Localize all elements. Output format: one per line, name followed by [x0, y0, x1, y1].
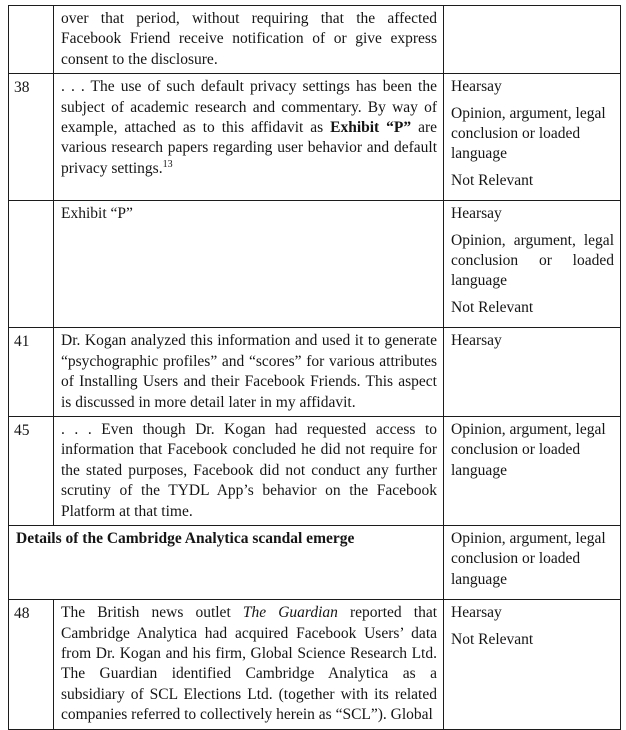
objection-list: Hearsay: [451, 332, 502, 350]
statement-cell: [54, 74, 444, 201]
objections-cell: [444, 525, 621, 599]
table-row-continuation: [9, 6, 621, 74]
paragraph-number-cell: [9, 201, 54, 328]
statement-cell: [54, 328, 444, 417]
table-row-45: [9, 416, 621, 525]
objections-cell: [444, 74, 621, 201]
objections-cell: [444, 201, 621, 328]
statement-cell: [54, 201, 444, 328]
affidavit-objections-table: [8, 5, 621, 730]
objections-cell: [444, 6, 621, 74]
paragraph-number: 48: [14, 605, 30, 623]
objections-cell: [444, 328, 621, 417]
statement-cell: [54, 416, 444, 525]
section-heading: Details of the Cambridge Analytica scandal emerge: [16, 529, 355, 547]
objections-cell: [444, 416, 621, 525]
objections-cell: [444, 600, 621, 729]
objection-list: Opinion, argument, legal conclusion or loaded language: [451, 420, 606, 479]
paragraph-number-cell: [9, 416, 54, 525]
paragraph-number-cell: [9, 600, 54, 729]
section-header-row: [9, 525, 621, 599]
statement-cell: [54, 6, 444, 74]
table-row-41: [9, 328, 621, 417]
paragraph-number-cell: [9, 6, 54, 74]
paragraph-number: 41: [14, 333, 30, 351]
objection-list: Hearsay Not Relevant: [451, 604, 534, 648]
statement-text: The British news outlet The Guardian reported that Cambridge Analytica had acquired Facebook Users’ data from Dr. Kogan and his firm, Global Science Research Ltd. The Guardian identified Cambridge Analytica as a subsidiary of SCL Elections Ltd. (together with its related companies referred to collectively herein as “SCL”). Global: [61, 604, 437, 724]
statement-text: . . . The use of such default privacy settings has been the subject of academic research and commentary. By way of example, attached as to this affidavit as Exhibit “P” are various research papers regarding user behavior and default privacy settings.$^{13}$: [61, 78, 437, 177]
table-row-48: [9, 600, 621, 729]
table-row-38: [9, 74, 621, 201]
paragraph-number: 38: [14, 79, 30, 97]
statement-cell: [54, 600, 444, 729]
objection-list: Opinion, argument, legal conclusion or loaded language: [451, 529, 606, 588]
statement-text: . . . Even though Dr. Kogan had requested access to information that Facebook concluded he did not require for the stated purposes, Facebook did not conduct any further scrutiny of the TYDL App’s behavior on the Facebook Platform at that time.: [61, 420, 437, 520]
statement-text: Exhibit “P”: [61, 205, 133, 223]
paragraph-number: 45: [14, 421, 30, 439]
objection-list: Hearsay Opinion, argument, legal conclusion or loaded language Not Relevant: [451, 78, 606, 189]
statement-text: Dr. Kogan analyzed this information and used it to generate “psychographic profiles” and “scores” for various attributes of Installing Users and their Facebook Friends. This aspect is discussed in more detail later in my affidavit.: [61, 332, 437, 411]
section-heading-cell: [9, 525, 444, 599]
paragraph-number-cell: [9, 328, 54, 417]
table-row-exhibit-p: [9, 201, 621, 328]
paragraph-number-cell: [9, 74, 54, 201]
statement-text: over that period, without requiring that the affected Facebook Friend receive notification of or give express consent to the disclosure.: [61, 10, 437, 68]
objection-list: Hearsay Opinion, argument, legal conclusion or loaded language Not Relevant: [451, 205, 614, 316]
